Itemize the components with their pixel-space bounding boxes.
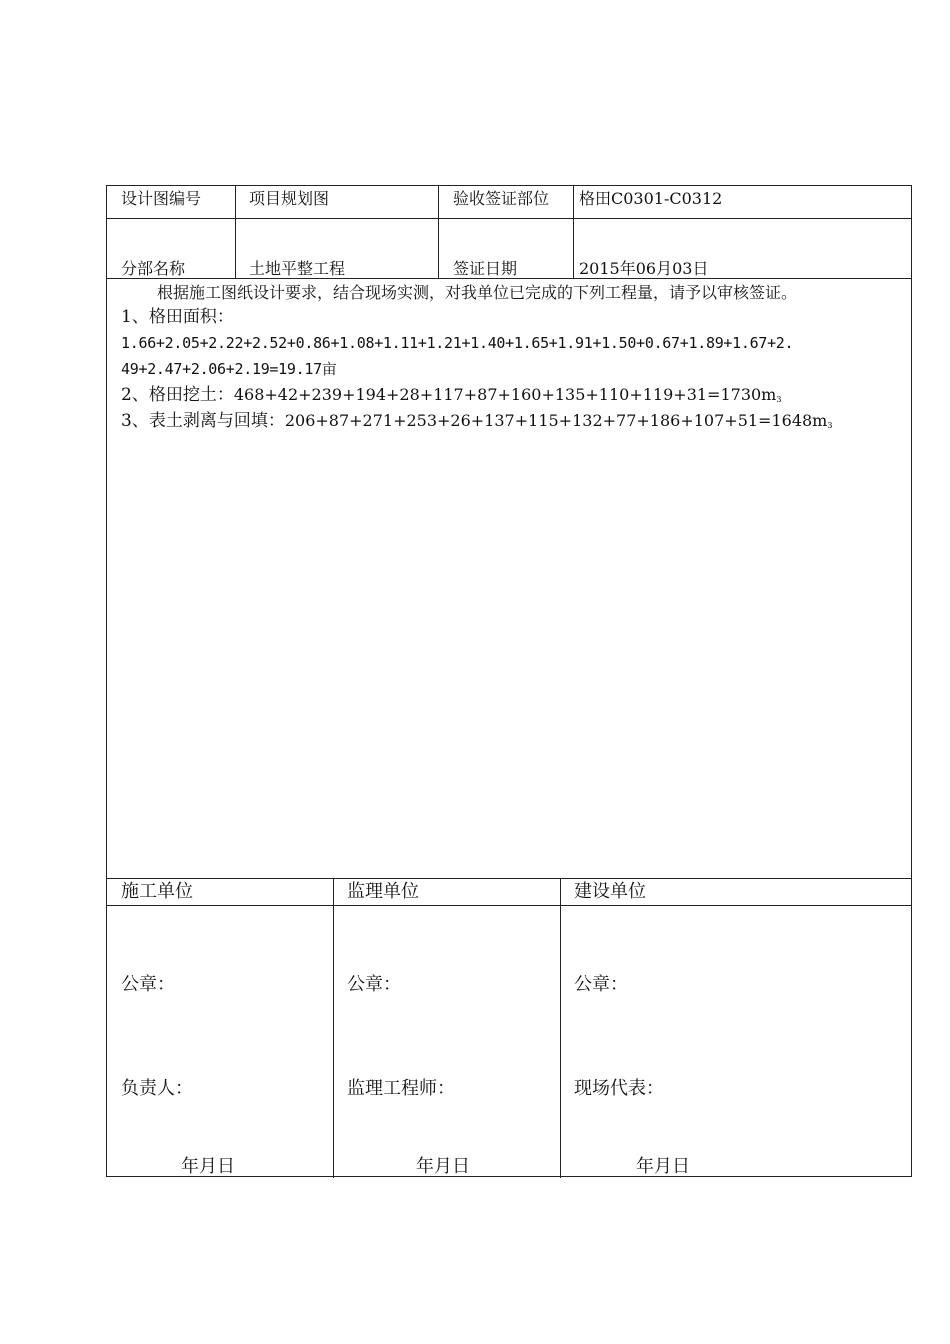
seal-owner: 公章： <box>574 974 628 995</box>
value-sign-date: 2015年06月03日 <box>579 259 709 278</box>
item3-unit-exponent: 3 <box>827 421 833 430</box>
item3-label: 3、表土剥离与回填： <box>121 411 285 431</box>
label-drawing-number: 设计图编号 <box>121 189 202 208</box>
item2-line <box>121 382 781 411</box>
sign-title-construction: 施工单位 <box>121 881 193 902</box>
date-owner: 年月日 <box>636 1156 690 1177</box>
date-supervision: 年月日 <box>416 1156 470 1177</box>
item1-title: 1、格田面积： <box>121 307 234 327</box>
item3-value: 206+87+271+253+26+137+115+132+77+186+107+51=1648m <box>284 411 828 430</box>
row-divider-1 <box>107 218 911 219</box>
item2-unit-exponent: 3 <box>776 395 782 404</box>
item2-label: 2、格田挖土： <box>121 385 234 405</box>
seal-construction: 公章： <box>121 974 175 995</box>
header-col-divider-3 <box>573 186 574 278</box>
sign-title-supervision: 监理单位 <box>347 881 419 902</box>
intro-text: 根据施工图纸设计要求，结合现场实测，对我单位已完成的下列工程量，请予以审核签证。 <box>157 283 798 302</box>
header-col-divider-1 <box>235 186 236 278</box>
row-divider-3 <box>107 878 911 879</box>
item1-line1: 1.66+2.05+2.22+2.52+0.86+1.08+1.11+1.21+1.40+1.65+1.91+1.50+0.67+1.89+1.67+2. <box>121 334 794 352</box>
value-acceptance-location: 格田C0301-C0312 <box>579 189 723 208</box>
person-construction: 负责人： <box>121 1078 193 1099</box>
sign-col-divider-2 <box>560 878 561 1178</box>
value-drawing-number: 项目规划图 <box>249 189 330 208</box>
value-subproject-name: 土地平整工程 <box>249 259 346 278</box>
person-owner: 现场代表： <box>574 1078 664 1099</box>
label-acceptance-location: 验收签证部位 <box>453 189 550 208</box>
item2-value: 468+42+239+194+28+117+87+160+135+110+119+31=1730m <box>233 385 777 404</box>
label-subproject-name: 分部名称 <box>121 259 186 278</box>
row-divider-4 <box>107 905 911 906</box>
label-sign-date: 签证日期 <box>453 259 518 278</box>
person-supervision: 监理工程师： <box>347 1078 455 1099</box>
header-col-divider-2 <box>438 186 439 278</box>
seal-supervision: 公章： <box>347 974 401 995</box>
sign-title-owner: 建设单位 <box>574 881 646 902</box>
acceptance-form <box>106 185 912 1177</box>
item3-line <box>121 408 832 437</box>
date-construction: 年月日 <box>181 1156 235 1177</box>
item1-line2: 49+2.47+2.06+2.19=19.17亩 <box>121 360 337 378</box>
sign-col-divider-1 <box>333 878 334 1178</box>
